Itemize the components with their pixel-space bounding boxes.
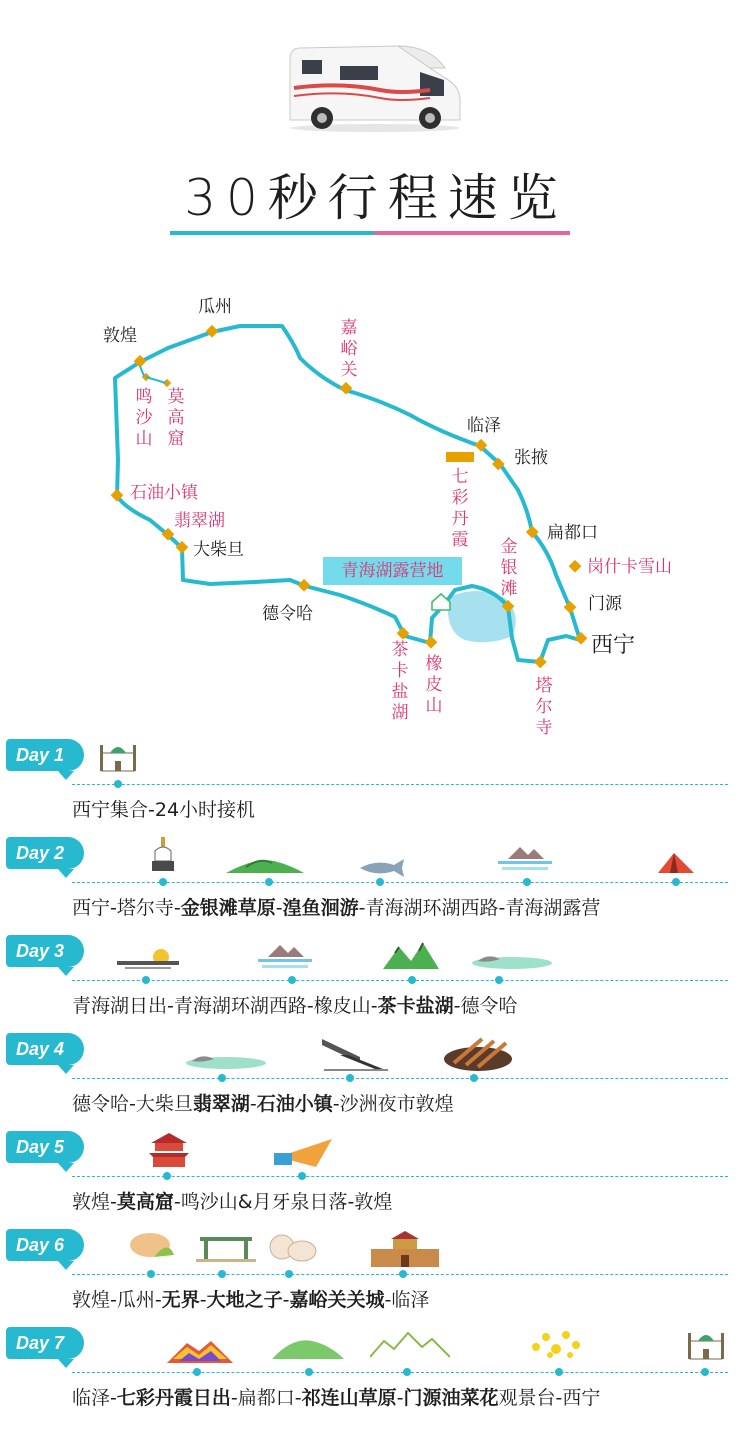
timeline-dashed-line: [72, 1078, 728, 1079]
green-mtn-icon: [383, 941, 439, 975]
route-segment: -沙洲夜市敦煌: [332, 1093, 454, 1115]
timeline-dot: [265, 878, 273, 886]
timeline-dot: [672, 878, 680, 886]
map-label-gangshika: 岗什卡雪山: [587, 557, 672, 577]
flower-icon: [526, 1327, 586, 1365]
route-segment: 敦煌-瓜州-: [72, 1289, 162, 1311]
route-segment: -青海湖环湖西路-青海湖露营: [358, 897, 601, 919]
day-badge: Day 6: [6, 1229, 84, 1261]
day-row-1: [0, 739, 752, 837]
motorhome-illustration: [280, 38, 470, 134]
day-route-text: [72, 1189, 392, 1215]
timeline-dot: [147, 1270, 155, 1278]
baby-icon: [266, 1233, 318, 1267]
timeline-dot: [142, 976, 150, 984]
timeline-dashed-line: [72, 882, 728, 883]
map-label-jinyintan: 金银滩: [500, 537, 518, 599]
highlight-stop: 金银滩草原: [180, 897, 276, 919]
day-route-text: [72, 895, 600, 921]
map-label-delingha: 德令哈: [262, 604, 313, 624]
gate-icon: [196, 1231, 256, 1267]
day-row-6: [0, 1229, 752, 1327]
timeline-dot: [376, 878, 384, 886]
route-segment: 青海湖日出-青海湖环湖西路-橡皮山-: [72, 995, 378, 1017]
day-route-text: [72, 1385, 600, 1411]
route-segment: -: [275, 897, 283, 919]
timeline-dot: [288, 976, 296, 984]
day-route-text: [72, 993, 517, 1019]
lake-mtn-icon: [498, 845, 552, 879]
route-segment: -鸣沙山&月牙泉日落-敦煌: [173, 1191, 393, 1213]
map-label-xining: 西宁: [591, 633, 636, 658]
map-label-taersi: 塔尔寺: [535, 676, 553, 738]
route-segment: 临泽-: [72, 1387, 117, 1409]
day-row-7: [0, 1327, 752, 1425]
map-label-dunhuang: 敦煌: [103, 326, 137, 346]
day-route-text: [72, 1287, 429, 1313]
lake-icon: [184, 1051, 266, 1075]
mosque-icon: [686, 1327, 726, 1365]
timeline-dot: [305, 1368, 313, 1376]
day-route-text: [72, 797, 255, 823]
timeline-dot: [399, 1270, 407, 1278]
timeline-dot: [408, 976, 416, 984]
timeline-dashed-line: [72, 1372, 728, 1373]
timeline-dot: [523, 878, 531, 886]
melon-icon: [128, 1229, 176, 1263]
route-segment: 敦煌-: [72, 1191, 117, 1213]
route-segment: -扁都口-: [230, 1387, 302, 1409]
map-label-zhangye: 张掖: [514, 448, 548, 468]
map-label-qicaidanxia: 七彩丹霞: [451, 467, 469, 550]
day-badge: Day 4: [6, 1033, 84, 1065]
fan-icon: [272, 1137, 338, 1173]
camp-label: 青海湖露营地: [323, 557, 462, 585]
highlight-stop: 莫高窟: [116, 1191, 174, 1213]
stupa-icon: [150, 837, 176, 879]
map-label-dachaidan: 大柴旦: [193, 540, 244, 560]
highlight-stop: 祁连山草原: [301, 1387, 397, 1409]
timeline-dot: [193, 1368, 201, 1376]
title-underline: [170, 231, 570, 235]
highlight-stop: 门源油菜花: [403, 1387, 499, 1409]
map-label-linze: 临泽: [467, 416, 501, 436]
page-title: 30秒行程速览: [184, 169, 568, 227]
range-icon: [370, 1331, 450, 1363]
timeline-dot: [114, 780, 122, 788]
route-segment: 西宁-塔尔寺-: [72, 897, 181, 919]
lake-mtn-icon: [258, 943, 312, 977]
tent-icon: [656, 849, 696, 881]
route-segment: 观景台-西宁: [498, 1387, 601, 1409]
highlight-stop: 无界: [161, 1289, 200, 1311]
route-segment: 德令哈-大柴旦: [72, 1093, 193, 1115]
day-row-4: [0, 1033, 752, 1131]
mosque-icon: [98, 739, 138, 777]
timeline-dot: [555, 1368, 563, 1376]
grass-icon: [272, 1335, 344, 1365]
day-badge: Day 3: [6, 935, 84, 967]
timeline-dot: [218, 1074, 226, 1082]
map-label-biandukou: 扁都口: [547, 523, 598, 543]
hill-icon: [226, 853, 304, 881]
map-label-xiangpishan: 橡皮山: [425, 654, 443, 716]
timeline-dot: [346, 1074, 354, 1082]
day-badge: Day 7: [6, 1327, 84, 1359]
danxia-icon: [167, 1337, 233, 1369]
timeline-dot: [495, 976, 503, 984]
highlight-stop: 嘉峪关关城: [289, 1289, 385, 1311]
route-segment: -: [282, 1289, 290, 1311]
day-route-text: [72, 1091, 454, 1117]
day-row-5: [0, 1131, 752, 1229]
fort-icon: [371, 1229, 439, 1273]
route-segment: -: [199, 1289, 207, 1311]
highlight-stop: 七彩丹霞日出: [116, 1387, 231, 1409]
map-label-guazhou: 瓜州: [198, 297, 232, 317]
map-label-mingshashan: 鸣沙山: [135, 387, 153, 449]
timeline-dot: [218, 1270, 226, 1278]
timeline-dot: [163, 1172, 171, 1180]
route-segment: -: [249, 1093, 257, 1115]
day-badge: Day 2: [6, 837, 84, 869]
ruin-icon: [320, 1035, 390, 1079]
highlight-stop: 湟鱼洄游: [282, 897, 359, 919]
qicai-marker: [446, 452, 474, 462]
day-row-3: [0, 935, 752, 1033]
highlight-stop: 翡翠湖: [192, 1093, 250, 1115]
highlight-stop: 大地之子: [206, 1289, 283, 1311]
highlight-stop: 茶卡盐湖: [377, 995, 454, 1017]
timeline-dot: [701, 1368, 709, 1376]
timeline-dot: [285, 1270, 293, 1278]
map-label-menyuan: 门源: [588, 594, 622, 614]
pagoda-icon: [147, 1131, 191, 1173]
map-label-chakayanhu: 茶卡盐湖: [391, 640, 409, 723]
timeline-dashed-line: [72, 784, 728, 785]
timeline-dashed-line: [72, 980, 728, 981]
route-segment: 西宁集合-24小时接机: [72, 799, 256, 821]
sunrise-icon: [117, 943, 179, 975]
map-label-mogaoku: 莫高窟: [167, 387, 185, 449]
bbq-icon: [442, 1033, 514, 1077]
map-label-feicuihu: 翡翠湖: [174, 511, 225, 531]
timeline-dot: [298, 1172, 306, 1180]
day-badge: Day 1: [6, 739, 84, 771]
timeline-dot: [403, 1368, 411, 1376]
route-segment: -: [396, 1387, 404, 1409]
highlight-stop: 石油小镇: [256, 1093, 333, 1115]
day-badge: Day 5: [6, 1131, 84, 1163]
timeline-dot: [470, 1074, 478, 1082]
timeline-dot: [159, 878, 167, 886]
map-label-shiyouxiaozhen: 石油小镇: [130, 483, 198, 503]
route-segment: -临泽: [384, 1289, 430, 1311]
route-segment: -德令哈: [453, 995, 518, 1017]
map-label-jiayuguan: 嘉峪关: [340, 318, 358, 380]
day-row-2: [0, 837, 752, 935]
lake-icon: [470, 951, 552, 975]
